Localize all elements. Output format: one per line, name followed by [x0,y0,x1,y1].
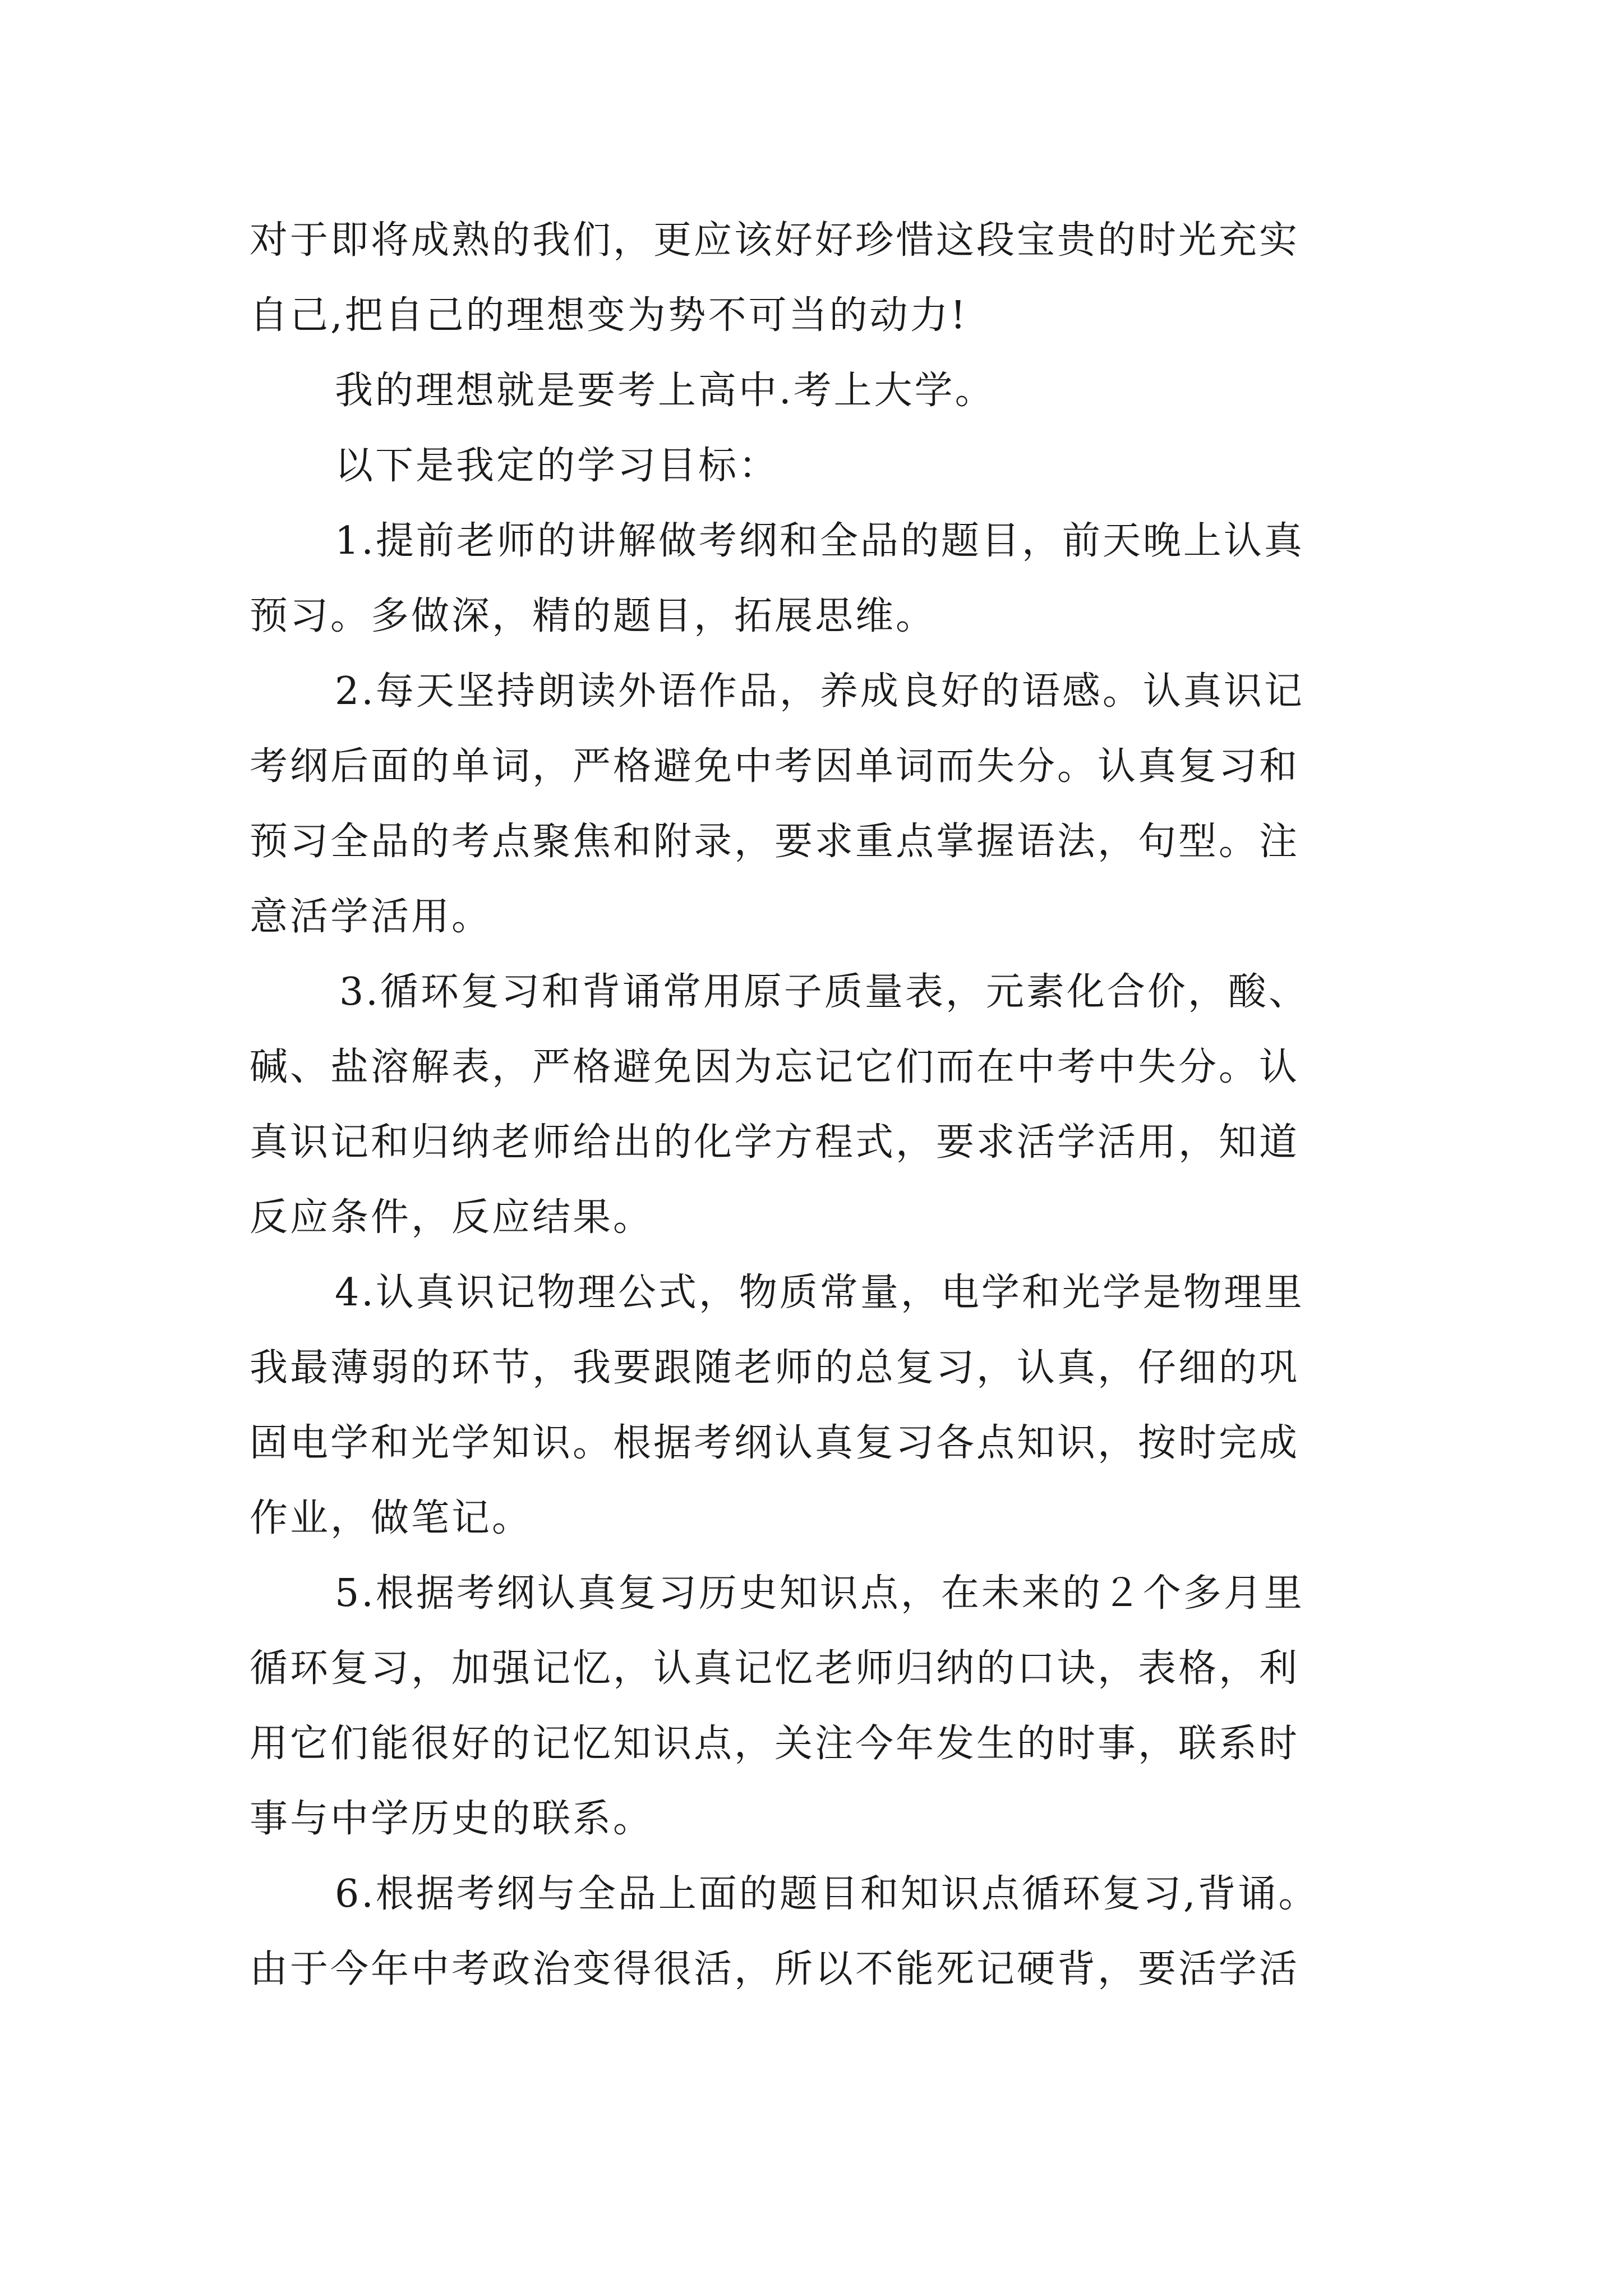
goal-6-line: 由于今年中考政治变得很活，所以不能死记硬背，要活学活 [250,1947,1300,1991]
goal-3-line: 3.循环复习和背诵常用原子质量表，元素化合价，酸、 [339,970,1309,1014]
goal-2-line: 考纲后面的单词，严格避免中考因单词而失分。认真复习和 [250,744,1300,789]
goal-1-line: 1.提前老师的讲解做考纲和全品的题目，前天晚上认真 [335,519,1304,563]
goal-6-line: 6.根据考纲与全品上面的题目和知识点循环复习,背诵。 [335,1872,1319,1916]
goal-4-line: 4.认真识记物理公式，物质常量，电学和光学是物理里 [335,1271,1304,1315]
body-text [250,203,1388,2007]
goal-4-line: 作业，做笔记。 [250,1496,533,1540]
goal-5-line: 5.根据考纲认真复习历史知识点，在未来的２个多月里 [335,1571,1304,1616]
goal-3-line: 真识记和归纳老师给出的化学方程式，要求活学活用，知道 [250,1120,1300,1165]
goal-5-line: 事与中学历史的联系。 [250,1797,654,1841]
goal-4-line: 我最薄弱的环节，我要跟随老师的总复习，认真，仔细的巩 [250,1346,1300,1390]
paragraph-line: 以下是我定的学习目标： [335,444,780,488]
goal-4-line: 固电学和光学知识。根据考纲认真复习各点知识，按时完成 [250,1421,1300,1465]
goal-1-line: 预习。多做深，精的题目，拓展思维。 [250,594,937,638]
paragraph-line: 我的理想就是要考上高中.考上大学。 [335,369,995,413]
goal-5-line: 用它们能很好的记忆知识点，关注今年发生的时事，联系时 [250,1722,1300,1766]
goal-5-line: 循环复习，加强记忆，认真记忆老师归纳的口诀，表格，利 [250,1646,1300,1691]
paragraph-line: 对于即将成熟的我们，更应该好好珍惜这段宝贵的时光充实 [250,218,1300,263]
goal-3-line: 碱、盐溶解表，严格避免因为忘记它们而在中考中失分。认 [250,1045,1300,1089]
paragraph-line: 自己,把自己的理想变为势不可当的动力! [250,293,968,338]
goal-3-line: 反应条件，反应结果。 [250,1195,654,1240]
goal-2-line: 意活学活用。 [250,895,492,939]
goal-2-line: 2.每天坚持朗读外语作品，养成良好的语感。认真识记 [335,669,1304,714]
goal-2-line: 预习全品的考点聚焦和附录，要求重点掌握语法，句型。注 [250,820,1300,864]
